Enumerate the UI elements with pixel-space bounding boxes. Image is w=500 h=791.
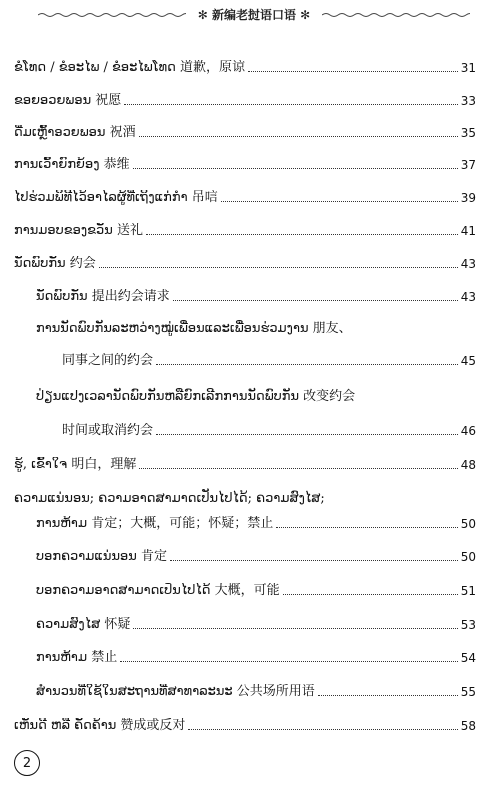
toc-entry[interactable] <box>14 718 476 734</box>
dot-leader <box>283 594 458 595</box>
toc-page-number: 53 <box>460 618 476 632</box>
dot-leader <box>146 234 458 235</box>
dot-leader <box>133 168 458 169</box>
toc-entry-title: ນັດພົບກັນ 约会 <box>14 256 96 271</box>
toc-entry[interactable] <box>36 617 476 633</box>
toc-entry-title: ຮູ້, ເຂົ້າໃຈ 明白，理解 <box>14 457 137 472</box>
page-header <box>0 0 500 36</box>
toc-entry[interactable] <box>36 583 476 599</box>
toc-entry[interactable] <box>14 190 476 206</box>
dot-leader <box>139 468 457 469</box>
toc-page-number: 55 <box>460 685 476 699</box>
toc-entry-title: ການຫ້າມ 禁止 <box>36 650 118 665</box>
toc-page-number: 35 <box>460 126 476 140</box>
toc-page-number: 45 <box>460 354 476 368</box>
dot-leader <box>156 434 458 435</box>
dot-leader <box>133 628 457 629</box>
flower-icon: ✻ <box>197 8 212 22</box>
wave-ornament-left <box>38 12 186 18</box>
toc-page-number: 50 <box>460 517 476 531</box>
toc-entry-title: ນັດພົບກັນ 提出约会请求 <box>36 289 170 304</box>
toc-page-number: 43 <box>460 290 476 304</box>
toc-page-number: 37 <box>460 158 476 172</box>
toc-entry-title: ຂອຍອວຍພອນ 祝愿 <box>14 93 122 108</box>
toc-page-number: 33 <box>460 94 476 108</box>
page-number: 2 <box>22 755 32 771</box>
toc-entry-title: ສຳນວນທີ່ໃຊ້ໃນສະຖານທີ່ສາທາລະນະ 公共场所用语 <box>36 684 315 699</box>
toc-page-number: 39 <box>460 191 476 205</box>
dot-leader <box>120 661 458 662</box>
toc-entry[interactable] <box>62 423 476 439</box>
flower-icon: ✻ <box>296 8 311 22</box>
toc-entry-title: ການມອບຂອງຂວັນ 送礼 <box>14 223 143 238</box>
dot-leader <box>318 695 458 696</box>
toc-entry[interactable] <box>62 353 476 369</box>
toc-entry[interactable] <box>14 93 476 109</box>
toc-page-number: 48 <box>460 458 476 472</box>
toc-page-number: 51 <box>460 584 476 598</box>
toc-entry-title: ຄວາມສົງໄສ 怀疑 <box>36 617 131 632</box>
toc-entry-title-line1[interactable]: ການນັດພົບກັນລະຫວ່າງໝູ່ເພື່ອນແລະເພື່ອນຮ່ວມງານ 朋友、 <box>36 321 352 336</box>
page-number-badge <box>14 750 40 776</box>
toc-page-number: 54 <box>460 651 476 665</box>
toc-entry[interactable] <box>36 516 476 532</box>
dot-leader <box>170 560 458 561</box>
toc-page-number: 43 <box>460 257 476 271</box>
toc-entry[interactable] <box>14 60 476 76</box>
dot-leader <box>221 201 458 202</box>
toc-entry[interactable] <box>14 125 476 141</box>
toc-entry[interactable] <box>36 650 476 666</box>
toc-entry-title: ໄປຮ່ວມພິທີໄວ້ອາໄລຜູ້ທີ່ເຖິງແກ່ກຳ 吊唁 <box>14 190 218 205</box>
dot-leader <box>124 104 457 105</box>
toc-entry[interactable] <box>36 684 476 700</box>
toc-entry[interactable] <box>14 157 476 173</box>
toc-page-number: 46 <box>460 424 476 438</box>
dot-leader <box>276 527 458 528</box>
toc-entry[interactable] <box>36 549 476 565</box>
toc-entry-title-line1[interactable]: ປ່ຽນແປງເວລານັດພົບກັນຫລືຍົກເລີກການນັດພົບກັນ 改变约会 <box>36 389 356 404</box>
dot-leader <box>188 729 457 730</box>
toc-page-number: 41 <box>460 224 476 238</box>
dot-leader <box>248 71 458 72</box>
toc-page-number: 58 <box>460 719 476 733</box>
toc-entry[interactable] <box>14 457 476 473</box>
toc-entry[interactable] <box>14 223 476 239</box>
toc-entry-title: ດື່ມເຫຼົ້າອວຍພອນ 祝酒 <box>14 125 136 140</box>
toc-entry-title: ບອກຄວາມແນ່ນອນ 肯定 <box>36 549 167 564</box>
book-title-header <box>186 6 322 23</box>
toc-entry-title: ການເວົ້າຍົກຍ້ອງ 恭维 <box>14 157 130 172</box>
toc-entry-title-line2: 时间或取消约会 <box>62 423 154 438</box>
toc-entry-title-line2: 同事之间的约会 <box>62 353 154 368</box>
book-title: 新编老挝语口语 <box>211 8 296 22</box>
toc-entry[interactable] <box>36 289 476 305</box>
dot-leader <box>156 364 458 365</box>
dot-leader <box>173 300 458 301</box>
toc-entry-title: ເຫັນດີ ຫລື ຄັດຄ້ານ 赞成或反对 <box>14 718 186 733</box>
toc-entry-title-line2: ການຫ້າມ 肯定；大概，可能；怀疑；禁止 <box>36 516 274 531</box>
dot-leader <box>99 267 458 268</box>
toc-entry-title-line1[interactable]: ຄວາມແນ່ນອນ; ຄວາມອາດສາມາດເປັນໄປໄດ້; ຄວາມສົງໄສ; <box>14 491 325 506</box>
toc-page-number: 50 <box>460 550 476 564</box>
toc-entry-title: ຂໍໂທດ / ຂໍອະໄພ / ຂໍອະໄພໂທດ 道歉，原谅 <box>14 60 245 75</box>
toc-entry[interactable] <box>14 256 476 272</box>
toc-entry-title: ບອກຄວາມອາດສາມາດເປັນໄປໄດ້ 大概，可能 <box>36 583 280 598</box>
wave-ornament-right <box>322 12 470 18</box>
toc-page-number: 31 <box>460 61 476 75</box>
dot-leader <box>139 136 458 137</box>
